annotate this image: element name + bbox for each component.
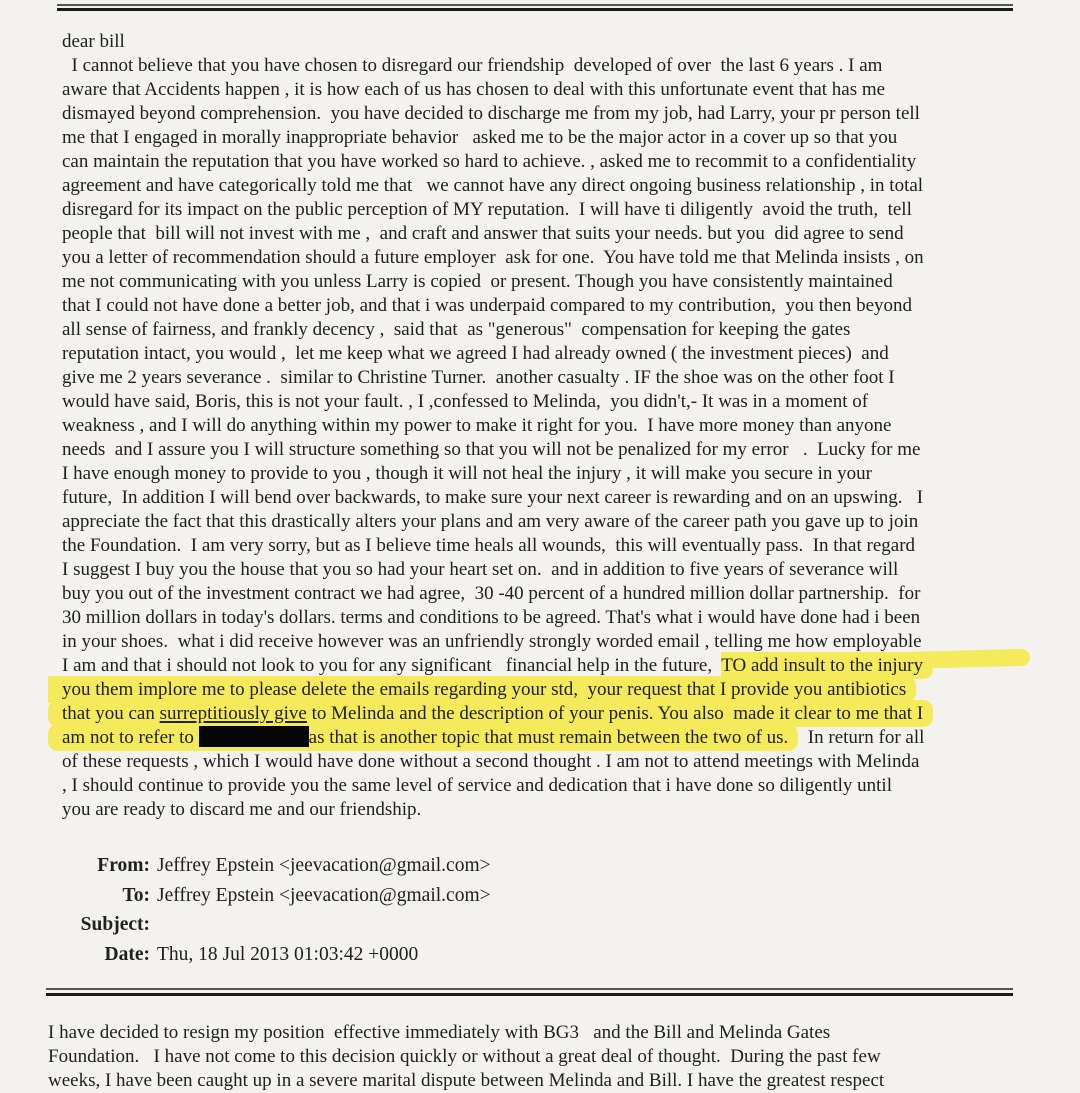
bottom-divider-rule [46,988,1013,996]
letter-line [62,606,933,630]
footer-line: Foundation. I have not come to this decision quickly or without a great deal of thought. During the past few [48,1046,881,1067]
letter-text: you a letter of recommendation should a future employer ask for one. You have told me that Melinda insists , on [62,247,924,268]
letter-line [62,630,933,654]
letter-line [62,342,933,366]
letter-line [62,246,933,270]
letter-text: me not communicating with you unless Larry is copied or present. Though you have consistently maintained [62,271,893,292]
letter-text: dismayed beyond comprehension. you have decided to discharge me from my job, had Larry, your pr person tell [62,103,920,124]
letter-text: you are ready to discard me and our friendship. [62,799,422,820]
highlighted-text: you them implore me to please delete the emails regarding your std, your request that I provide you antibiotics [48,676,916,703]
redaction-bar [199,726,309,747]
letter-line [62,78,933,102]
highlighted-text: am not to refer to [48,724,199,751]
letter-line [62,270,933,294]
letter-body [62,30,933,822]
letter-line [62,534,933,558]
footer-line: weeks, I have been caught up in a severe marital dispute between Melinda and Bill. I have the greatest respect [48,1070,885,1091]
highlighted-text: that you can [48,700,160,727]
highlighted-text: to Melinda and the description of your penis. You also made it clear to me that I [307,700,933,727]
footer-paragraph [48,1021,884,1093]
letter-text: agreement and have categorically told me that we cannot have any direct ongoing business relationship , in total [62,175,924,196]
letter-line [62,486,933,510]
letter-line [62,654,933,678]
top-divider-rule [57,4,1013,11]
letter-line [62,30,933,54]
letter-text: give me 2 years severance . similar to Christine Turner. another casualty . IF the shoe was on the other foot I [62,367,895,388]
letter-line [62,774,933,798]
letter-text: dear bill [62,31,125,52]
footer-line: I have decided to resign my position effective immediately with BG3 and the Bill and Melinda Gates [48,1022,831,1043]
letter-line [62,54,933,78]
header-row [60,881,491,911]
letter-text: that I could not have done a better job, and that i was underpaid compared to my contribution, you then beyond [62,295,913,316]
letter-text: , I should continue to provide you the same level of service and dedication that i have done so diligently until [62,775,892,796]
letter-text: I cannot believe that you have chosen to disregard our friendship developed of over the last 6 years . I am [62,55,883,76]
letter-text: disregard for its impact on the public perception of MY reputation. I will have ti diligently avoid the truth, tell [62,199,912,220]
header-value: Thu, 18 Jul 2013 01:03:42 +0000 [157,943,419,965]
letter-line [62,438,933,462]
letter-text: aware that Accidents happen , it is how each of us has chosen to deal with this unfortunate event that has me [62,79,886,100]
letter-text: can maintain the reputation that you have worked so hard to achieve. , asked me to recommit to a confidentiality [62,151,917,172]
highlighted-text: as that is another topic that must remain between the two of us. [309,724,799,751]
letter-text: the Foundation. I am very sorry, but as I believe time heals all wounds, this will eventually pass. In that regard [62,535,916,556]
letter-line [62,126,933,150]
letter-line [62,414,933,438]
letter-line [62,750,933,774]
letter-text: me that I engaged in morally inappropriate behavior asked me to be the major actor in a cover up so that you [62,127,898,148]
letter-line [62,726,933,750]
header-label: Subject: [80,914,150,935]
letter-text: reputation intact, you would , let me keep what we agreed I had already owned ( the investment pieces) and [62,343,889,364]
letter-text: future, In addition I will bend over backwards, to make sure your next career is rewarding and on an upswing. I [62,487,924,508]
letter-text: needs and I assure you I will structure something so that you will not be penalized for my error . Lucky for me [62,439,921,460]
highlighted-text: surreptitiously give [160,700,307,727]
letter-text: I have enough money to provide to you , though it will not heal the injury , it will make you secure in your [62,463,872,484]
letter-text: In return for all [798,727,925,748]
letter-line [62,462,933,486]
letter-text: would have said, Boris, this is not your fault. , I ,confessed to Melinda, you didn't,- It was in a moment of [62,391,869,412]
letter-line [62,558,933,582]
letter-text: of these requests , which I would have done without a second thought . I am not to attend meetings with Melinda [62,751,920,772]
letter-line [62,678,933,702]
letter-text: buy you out of the investment contract we had agree, 30 -40 percent of a hundred million dollar partnership. for [62,583,921,604]
letter-text: 30 million dollars in today's dollars. terms and conditions to be agreed. That's what i would have done had i been [62,607,921,628]
letter-line [62,150,933,174]
email-headers [60,851,491,969]
letter-line [62,702,933,726]
letter-line [62,798,933,822]
letter-line [62,390,933,414]
header-row [60,851,491,881]
highlighted-text: TO add insult to the injury [721,652,933,679]
letter-line [62,318,933,342]
letter-line [62,102,933,126]
header-label: From: [97,855,150,876]
header-value: Jeffrey Epstein <jeevacation@gmail.com> [157,884,491,906]
letter-text: I am and that i should not look to you for any significant financial help in the future, [62,655,722,676]
letter-text: weakness , and I will do anything within my power to make it right for you. I have more money than anyone [62,415,892,436]
letter-line [62,510,933,534]
letter-line [62,174,933,198]
letter-text: appreciate the fact that this drastically alters your plans and am very aware of the career path you gave up to join [62,511,919,532]
letter-line [62,294,933,318]
header-value: Jeffrey Epstein <jeevacation@gmail.com> [157,855,491,876]
header-row [60,910,491,940]
letter-text: in your shoes. what i did receive however was an unfriendly strongly worded email , telling me how employable [62,631,922,652]
letter-text: people that bill will not invest with me , and craft and answer that suits your needs. but you did agree to send [62,223,904,244]
letter-line [62,198,933,222]
letter-line [62,366,933,390]
letter-line [62,222,933,246]
header-label: Date: [104,943,150,965]
redaction-wrap [199,724,309,751]
letter-text: I suggest I buy you the house that you so had your heart set on. and in addition to five years of severance will [62,559,899,580]
header-label: To: [122,884,150,906]
letter-text: all sense of fairness, and frankly decency , said that as "generous" compensation for keeping the gates [62,319,851,340]
letter-line [62,582,933,606]
header-row [60,940,491,970]
